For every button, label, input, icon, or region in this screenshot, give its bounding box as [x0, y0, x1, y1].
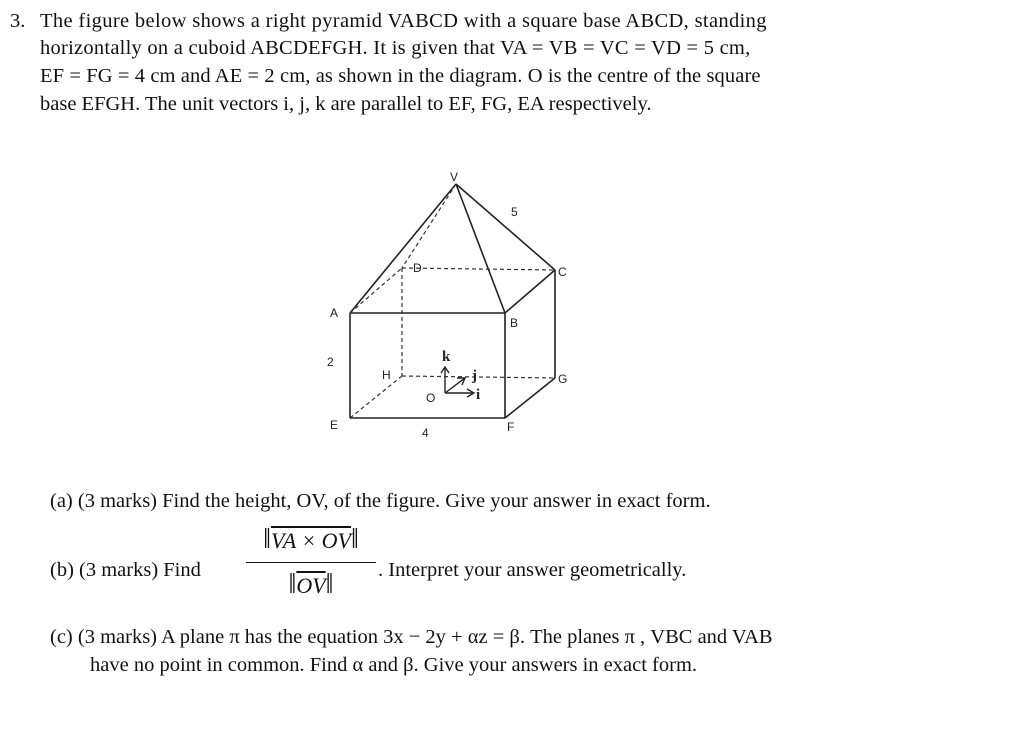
fraction-numerator: VA × OV — [270, 528, 352, 553]
part-c-line-1: (c) (3 marks) A plane π has the equation 3x − 2y + αz = β. The planes π , VBC and VAB — [50, 626, 773, 648]
label-e: E — [330, 418, 339, 432]
edge-vd — [402, 184, 456, 268]
edge-ad — [350, 268, 402, 313]
part-c-line-2: have no point in common. Find α and β. Give your answers in exact form. — [90, 654, 698, 676]
label-g: G — [558, 372, 568, 386]
part-a: (a) (3 marks) Find the height, OV, of the figure. Give your answer in exact form. — [50, 490, 711, 512]
label-d: D — [413, 261, 422, 275]
question-number: 3. — [10, 10, 26, 32]
edge-eh — [350, 376, 402, 418]
label-f: F — [507, 420, 515, 434]
label-v: V — [450, 170, 459, 184]
question-line-4: base EFGH. The unit vectors i, j, k are parallel to EF, FG, EA respectively. — [40, 93, 652, 115]
question-line-2: horizontally on a cuboid ABCDEFGH. It is given that VA = VB = VC = VD = 5 cm, — [40, 37, 751, 59]
dimension-slant: 5 — [511, 205, 518, 219]
label-c: C — [558, 265, 567, 279]
unit-vector-arrows — [441, 367, 474, 397]
label-b: B — [510, 316, 519, 330]
edge-fg — [505, 378, 555, 418]
edge-va — [350, 184, 456, 313]
fraction-denominator: $\overline{OV}$ — [296, 573, 326, 598]
label-k: k — [442, 349, 451, 365]
edge-bc — [505, 270, 555, 313]
label-o: O — [426, 391, 436, 405]
edge-vb — [456, 184, 505, 313]
label-a: A — [330, 306, 339, 320]
label-i: i — [476, 387, 481, 403]
part-b-prefix: (b) (3 marks) Find — [50, 559, 201, 581]
edge-dc — [402, 268, 555, 270]
dimension-width: 4 — [422, 426, 429, 440]
label-h: H — [382, 368, 391, 382]
question-line-3: EF = FG = 4 cm and AE = 2 cm, as shown in the diagram. O is the centre of the square — [40, 65, 761, 87]
edge-vc — [456, 184, 555, 270]
label-j: j — [472, 368, 477, 384]
question-line-1: The figure below shows a right pyramid VABCD with a square base ABCD, standing — [40, 10, 767, 32]
part-b-suffix: . Interpret your answer geometrically. — [378, 559, 687, 581]
edge-hg — [402, 376, 555, 378]
dimension-height: 2 — [327, 355, 334, 369]
part-b-fraction: ‖VA × OV‖ $‖\overline{OV}‖$ — [246, 520, 376, 605]
